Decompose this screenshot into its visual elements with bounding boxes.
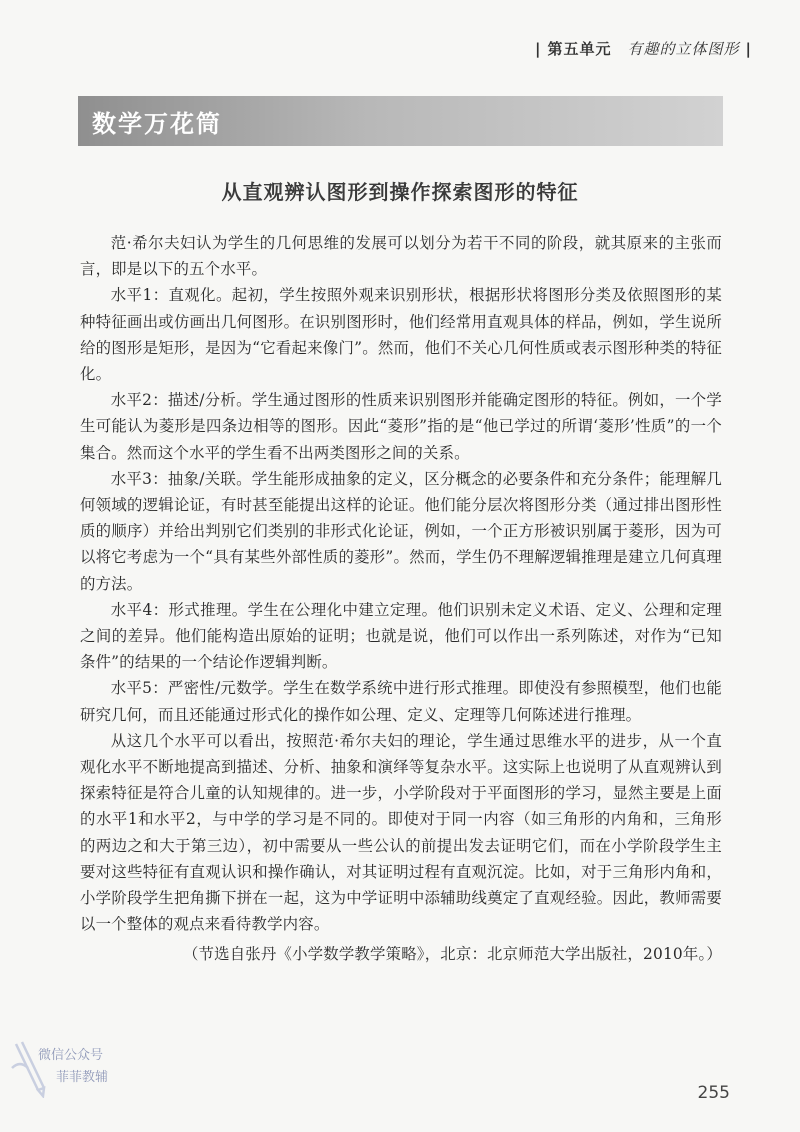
paragraph-intro: 范·希尔夫妇认为学生的几何思维的发展可以划分为若干不同的阶段，就其原来的主张而言，即是以下的五个水平。 xyxy=(80,234,722,279)
section-banner xyxy=(78,96,723,146)
watermark-line-2: 菲菲教辅 xyxy=(56,1070,109,1085)
running-header xyxy=(529,38,758,59)
watermark-line-1: 微信公众号 xyxy=(38,1048,104,1063)
article-body xyxy=(80,230,722,968)
article-title: 从直观辨认图形到操作探索图形的特征 xyxy=(221,180,579,204)
paragraph-level-5: 水平5：严密性/元数学。学生在数学系统中进行形式推理。即使没有参照模型，他们也能研究几何，而且还能通过形式化的操作如公理、定义、定理等几何陈述进行推理。 xyxy=(80,679,722,724)
paragraph-conclusion: 从这几个水平可以看出，按照范·希尔夫妇的理论，学生通过思维水平的进步，从一个直观化水平不断地提高到描述、分析、抽象和演绎等复杂水平。这实际上也说明了从直观辨认到探索特征是符合儿童的认知规律的。进一步，小学阶段对于平面图形的学习，显然主要是上面的水平1和水平2，与中学的学习是不同的。即使对于同一内容（如三角形的内角和，三角形的两边之和大于第三边），初中需要从一些公认的前提出发去证明它们，而在小学阶段学生主要对这些特征有直观认识和操作确认，对其证明过程有直观沉淀。比如，对于三角形内角和，小学阶段学生把角撕下拼在一起，这为中学证明中添辅助线奠定了直观经验。因此，教师需要以一个整体的观点来看待教学内容。 xyxy=(80,731,722,934)
watermark xyxy=(8,1024,128,1114)
header-right-bar: | xyxy=(745,40,752,58)
header-title: 有趣的立体图形 xyxy=(627,40,740,58)
paragraph-level-2: 水平2：描述/分析。学生通过图形的性质来识别图形并能确定图形的特征。例如，一个学生可能认为菱形是四条边相等的图形。因此“菱形”指的是“他已学过的所谓‘菱形’性质”的一个集合。然而这个水平的学生看不出两类图形之间的关系。 xyxy=(80,391,722,462)
banner-label: 数学万花筒 xyxy=(92,110,222,138)
paragraph-level-1: 水平1：直观化。起初，学生按照外观来识别形状，根据形状将图形分类及依照图形的某种特征画出或仿画出几何图形。在识别图形时，他们经常用直观具体的样品，例如，学生说所给的图形是矩形，是因为“它看起来像门”。然而，他们不关心几何性质或表示图形种类的特征化。 xyxy=(80,286,722,384)
page-number: 255 xyxy=(697,1083,730,1103)
paragraph-level-4: 水平4：形式推理。学生在公理化中建立定理。他们识别未定义术语、定义、公理和定理之间的差异。他们能构造出原始的证明；也就是说，他们可以作出一系列陈述，对作为“已知条件”的结果的一个结论作逻辑判断。 xyxy=(80,600,722,672)
header-left-bar: | xyxy=(535,40,542,58)
paragraph-level-3: 水平3：抽象/关联。学生能形成抽象的定义，区分概念的必要条件和充分条件；能理解几何领域的逻辑论证，有时甚至能提出这样的论证。他们能分层次将图形分类（通过排出图形性质的顺序）并给出判别它们类别的非形式化论证，例如，一个正方形被识别属于菱形，因为可以将它考虑为一个“具有某些外部性质的菱形”。然而，学生仍不理解逻辑推理是建立几何真理的方法。 xyxy=(80,469,722,593)
citation: （节选自张丹《小学数学教学策略》，北京：北京师范大学出版社，2010年。） xyxy=(182,945,722,964)
header-unit: 第五单元 xyxy=(547,40,612,58)
